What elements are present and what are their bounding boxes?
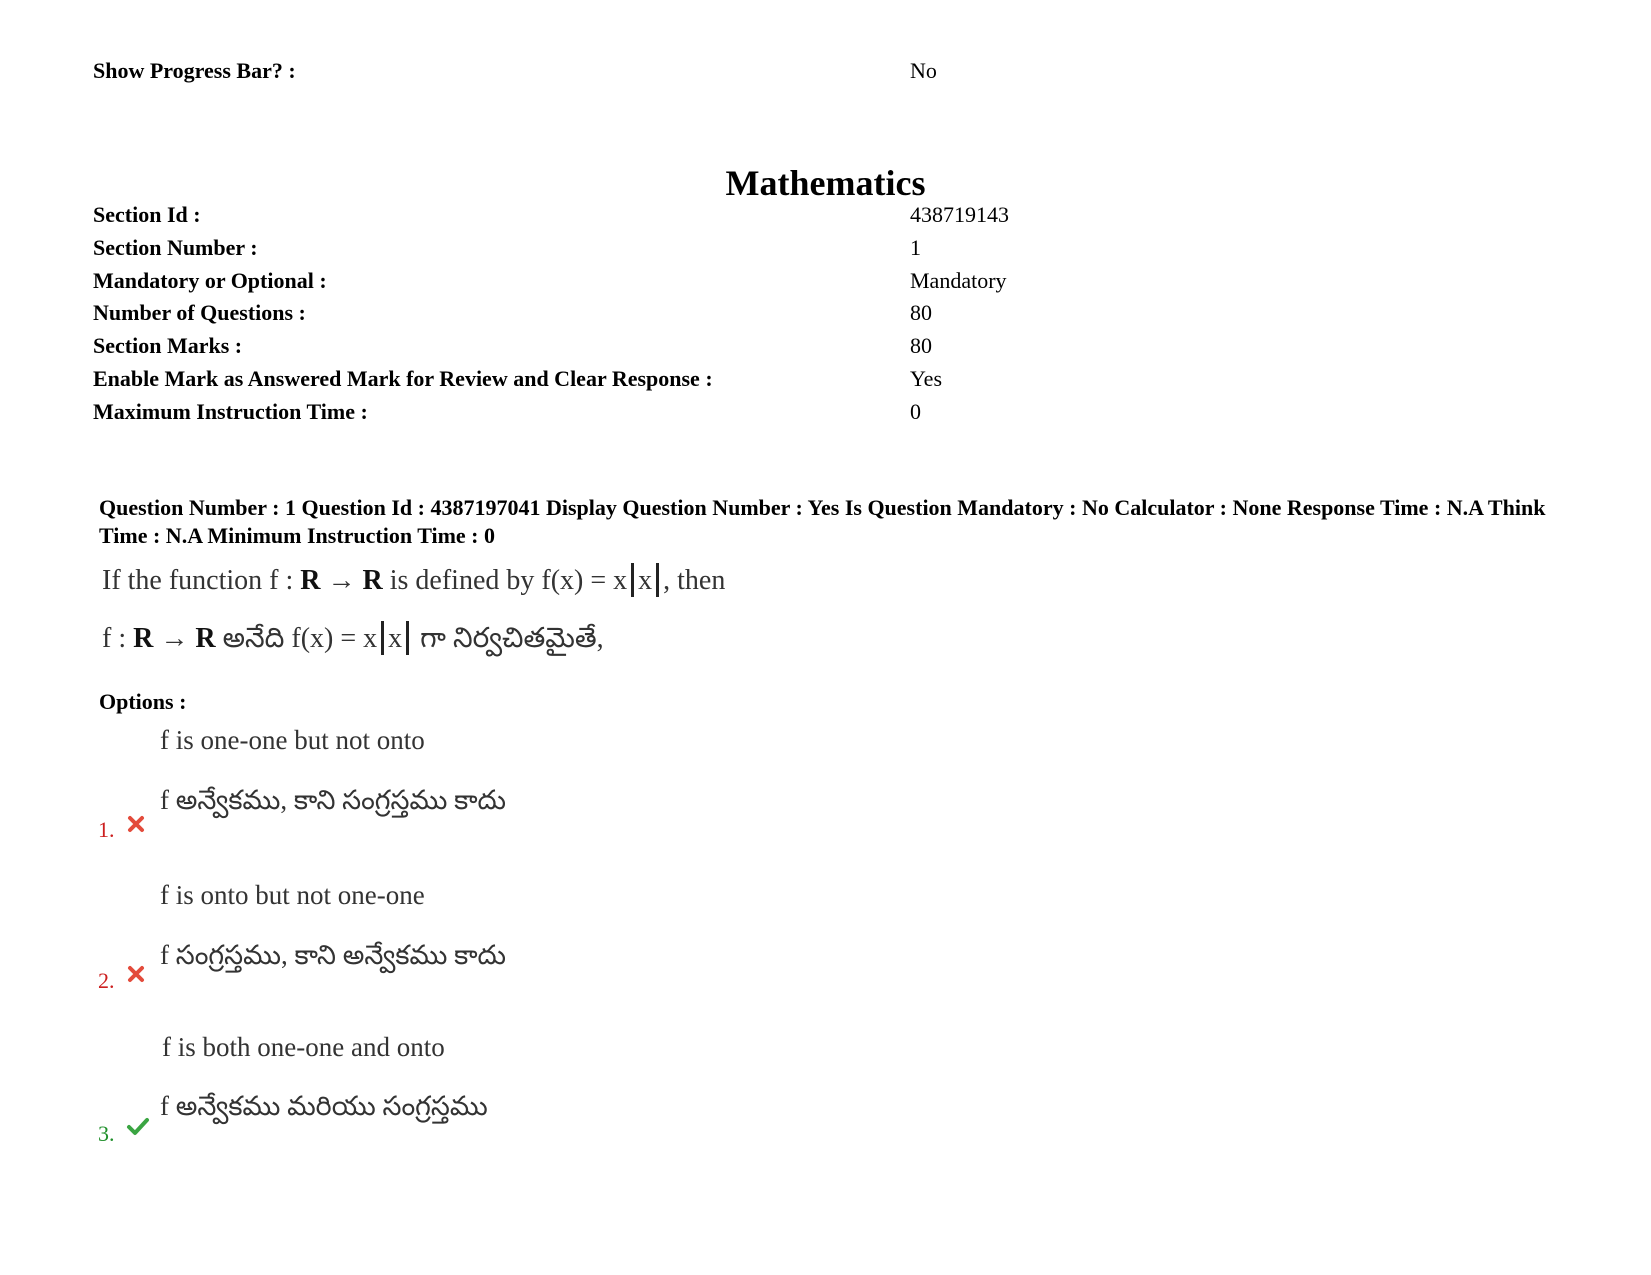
question-telugu-mid: అనేది f(x) = x [222,623,378,654]
question-text-english [102,563,725,598]
question-english-arrow: → [327,565,356,596]
abs-bar-right [656,563,659,597]
question-telugu-domain: R [133,623,154,654]
instruction-time-value: 0 [910,399,921,424]
cross-icon [126,814,146,834]
question-telugu-x: x [388,623,403,654]
question-text-telugu [102,621,604,656]
option-1-number: 1. [98,817,115,842]
question-telugu-arrow: → [160,623,189,654]
question-count-value: 80 [910,300,932,325]
section-id-value: 438719143 [910,202,1009,227]
option-1-telugu: f అన్వేకము, కాని సంగ్రస్తము కాదు [160,785,506,815]
mandatory-value: Mandatory [910,268,1007,293]
abs-bar-right [406,621,409,655]
question-telugu-codomain: R [195,623,216,654]
question-english-codomain: R [362,565,383,596]
question-count-label: Number of Questions : [93,300,306,325]
question-english-domain: R [300,565,321,596]
section-marks-label: Section Marks : [93,333,243,358]
option-3-english: f is both one-one and onto [162,1032,445,1062]
instruction-time-label: Maximum Instruction Time : [93,399,368,424]
question-telugu-suffix: గా నిర్వచితమైతే, [420,623,604,654]
progress-bar-label: Show Progress Bar? : [93,58,296,83]
abs-bar-left [631,563,634,597]
option-1-english: f is one-one but not onto [160,725,425,755]
option-3-number: 3. [98,1121,115,1146]
question-english-suffix: , then [663,565,726,596]
mandatory-label: Mandatory or Optional : [93,268,327,293]
section-marks-value: 80 [910,333,932,358]
section-number-value: 1 [910,235,921,260]
progress-bar-value: No [910,58,937,83]
option-3-telugu: f అన్వేకము మరియు సంగ్రస్తము [160,1091,488,1121]
abs-bar-left [381,621,384,655]
option-2-number: 2. [98,968,115,993]
question-english-x: x [638,565,653,596]
option-2-english: f is onto but not one-one [160,880,425,910]
question-english-mid: is defined by f(x) = x [389,565,628,596]
question-english-prefix: If the function f : [102,565,294,596]
enable-mark-value: Yes [910,366,943,391]
section-title: Mathematics [725,163,926,203]
section-number-label: Section Number : [93,235,258,260]
question-telugu-prefix: f : [102,623,127,654]
question-meta: Question Number : 1 Question Id : 4387197041 Display Question Number : Yes Is Question Mandatory : No Calculator : None Response Time : N.A Think Time : N.A Minimum Instruction Time : 0 [99,495,1546,548]
section-id-label: Section Id : [93,202,201,227]
cross-icon [126,964,146,984]
option-2-telugu: f సంగ్రస్తము, కాని అన్వేకము కాదు [160,940,506,970]
enable-mark-label: Enable Mark as Answered Mark for Review and Clear Response : [93,366,713,391]
check-icon [126,1116,150,1136]
options-label: Options : [99,689,187,714]
